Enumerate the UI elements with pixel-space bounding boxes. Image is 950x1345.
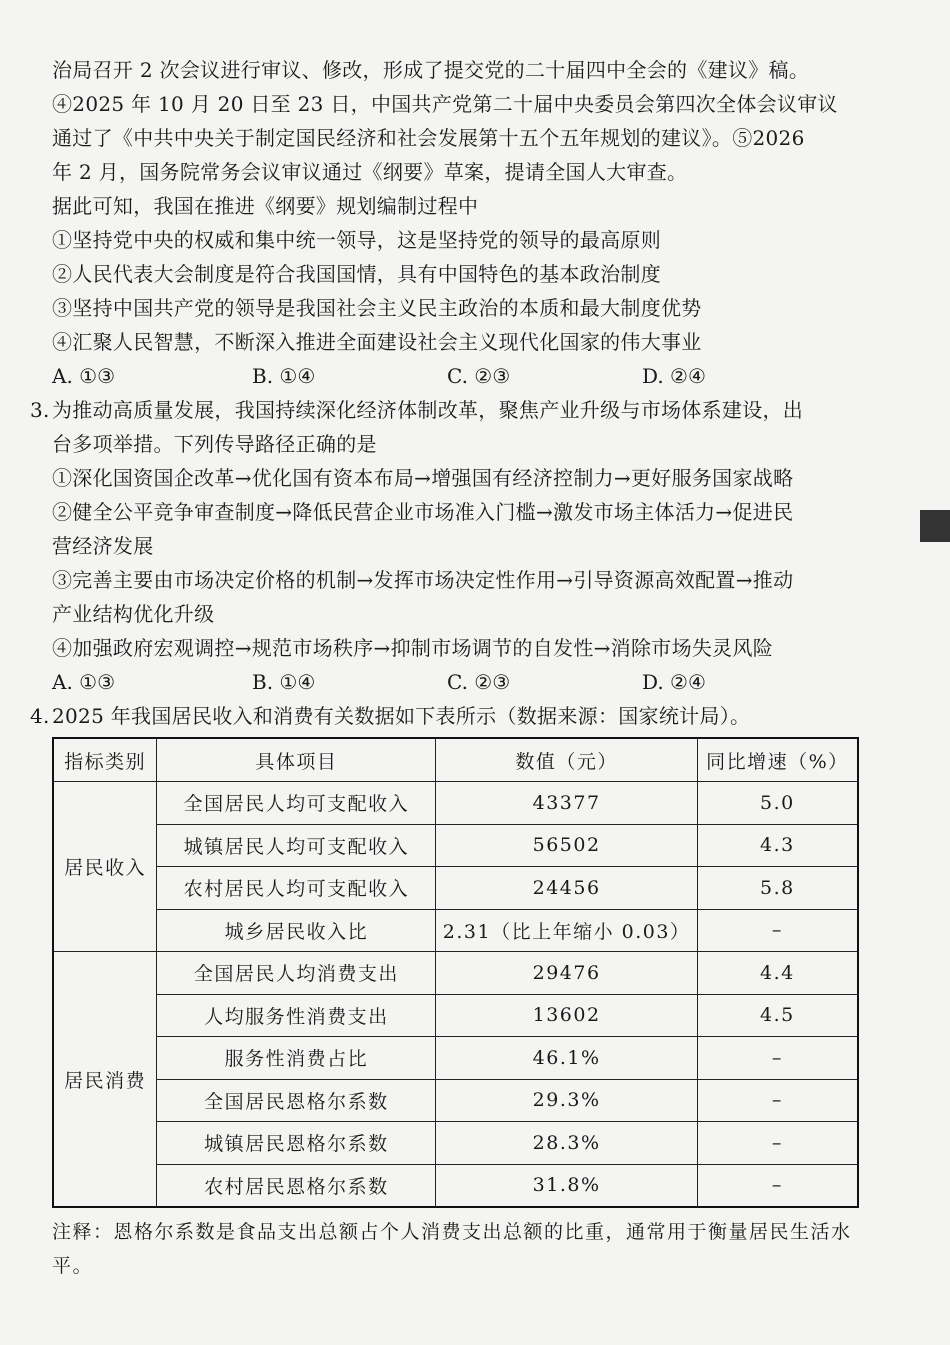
growth-cell: 4.4 [697, 952, 858, 995]
option-d[interactable]: D. ②④ [642, 364, 706, 388]
table-row [53, 867, 858, 910]
q3-statement-3-cont: 产业结构优化升级 [52, 602, 215, 626]
table-note: 注释：恩格尔系数是食品支出总额占个人消费支出总额的比重，通常用于衡量居民生活水平。 [52, 1221, 852, 1277]
q3-statement-4: ④加强政府宏观调控→规范市场秩序→抑制市场调节的自发性→消除市场失灵风险 [52, 636, 774, 660]
q4-intro: 2025 年我国居民收入和消费有关数据如下表所示（数据来源：国家统计局）。 [52, 704, 751, 728]
category-cell: 居民消费 [53, 952, 157, 1208]
growth-cell: 4.3 [697, 824, 858, 867]
table-row [53, 994, 858, 1037]
q3-stem-line: 台多项举措。下列传导路径正确的是 [52, 432, 377, 456]
q3-statement-2: ②健全公平竞争审查制度→降低民营企业市场准入门槛→激发市场主体活力→促进民 [52, 500, 794, 524]
passage-line: 年 2 月，国务院常务会议审议通过《纲要》草案，提请全国人大审查。 [52, 160, 688, 184]
passage-line: 通过了《中共中央关于制定国民经济和社会发展第十五个五年规划的建议》。⑤2026 [52, 126, 805, 150]
growth-cell: – [697, 909, 858, 952]
value-cell: 29476 [436, 952, 697, 995]
table-header: 同比增速（%） [697, 738, 858, 782]
growth-cell: – [697, 1122, 858, 1165]
passage-line: ④2025 年 10 月 20 日至 23 日，中国共产党第二十届中央委员会第四次全体会议审议 [52, 92, 838, 116]
table-row [53, 909, 858, 952]
statement-4: ④汇聚人民智慧，不断深入推进全面建设社会主义现代化国家的伟大事业 [52, 330, 702, 354]
question-stem: 据此可知，我国在推进《纲要》规划编制过程中 [52, 194, 479, 218]
q4-number: 4. [30, 704, 50, 728]
growth-cell: 5.0 [697, 782, 858, 825]
value-cell: 28.3% [436, 1122, 697, 1165]
option-a[interactable]: A. ①③ [52, 364, 116, 388]
table-row [53, 1079, 858, 1122]
item-cell: 农村居民人均可支配收入 [157, 867, 436, 910]
category-cell: 居民收入 [53, 782, 157, 952]
table-header: 数值（元） [436, 738, 697, 782]
value-cell: 56502 [436, 824, 697, 867]
table-row [53, 824, 858, 867]
q3-statement-2-cont: 营经济发展 [52, 534, 154, 558]
value-cell: 31.8% [436, 1164, 697, 1207]
table-header: 指标类别 [53, 738, 157, 782]
value-cell: 46.1% [436, 1037, 697, 1080]
value-cell: 43377 [436, 782, 697, 825]
statement-2: ②人民代表大会制度是符合我国国情，具有中国特色的基本政治制度 [52, 262, 661, 286]
table-row [53, 1037, 858, 1080]
item-cell: 服务性消费占比 [157, 1037, 436, 1080]
growth-cell: 5.8 [697, 867, 858, 910]
item-cell: 城乡居民收入比 [157, 909, 436, 952]
option-b[interactable]: B. ①④ [252, 670, 316, 694]
option-c[interactable]: C. ②③ [447, 670, 511, 694]
item-cell: 全国居民恩格尔系数 [157, 1079, 436, 1122]
growth-cell: 4.5 [697, 994, 858, 1037]
table-row [53, 1164, 858, 1207]
growth-cell: – [697, 1079, 858, 1122]
table-row [53, 1122, 858, 1165]
table-row [53, 782, 858, 825]
option-b[interactable]: B. ①④ [252, 364, 316, 388]
statement-3: ③坚持中国共产党的领导是我国社会主义民主政治的本质和最大制度优势 [52, 296, 702, 320]
table-header-row [53, 738, 858, 782]
table-row [53, 952, 858, 995]
q3-stem-line: 为推动高质量发展，我国持续深化经济体制改革，聚焦产业升级与市场体系建设，出 [52, 398, 804, 422]
option-d[interactable]: D. ②④ [642, 670, 706, 694]
growth-cell: – [697, 1164, 858, 1207]
growth-cell: – [697, 1037, 858, 1080]
item-cell: 人均服务性消费支出 [157, 994, 436, 1037]
option-c[interactable]: C. ②③ [447, 364, 511, 388]
passage-line: 治局召开 2 次会议进行审议、修改，形成了提交党的二十届四中全会的《建议》稿。 [52, 58, 810, 82]
value-cell: 29.3% [436, 1079, 697, 1122]
item-cell: 城镇居民恩格尔系数 [157, 1122, 436, 1165]
table-header: 具体项目 [157, 738, 436, 782]
statement-1: ①坚持党中央的权威和集中统一领导，这是坚持党的领导的最高原则 [52, 228, 661, 252]
item-cell: 全国居民人均消费支出 [157, 952, 436, 995]
option-a[interactable]: A. ①③ [52, 670, 116, 694]
page-edge-tab [920, 510, 950, 542]
income-consumption-table [52, 737, 859, 1208]
q3-statement-1: ①深化国资国企改革→优化国有资本布局→增强国有经济控制力→更好服务国家战略 [52, 466, 794, 490]
value-cell: 24456 [436, 867, 697, 910]
item-cell: 农村居民恩格尔系数 [157, 1164, 436, 1207]
q3-statement-3: ③完善主要由市场决定价格的机制→发挥市场决定性作用→引导资源高效配置→推动 [52, 568, 794, 592]
q3-number: 3. [30, 398, 50, 422]
value-cell: 2.31（比上年缩小 0.03） [436, 909, 697, 952]
item-cell: 城镇居民人均可支配收入 [157, 824, 436, 867]
item-cell: 全国居民人均可支配收入 [157, 782, 436, 825]
value-cell: 13602 [436, 994, 697, 1037]
